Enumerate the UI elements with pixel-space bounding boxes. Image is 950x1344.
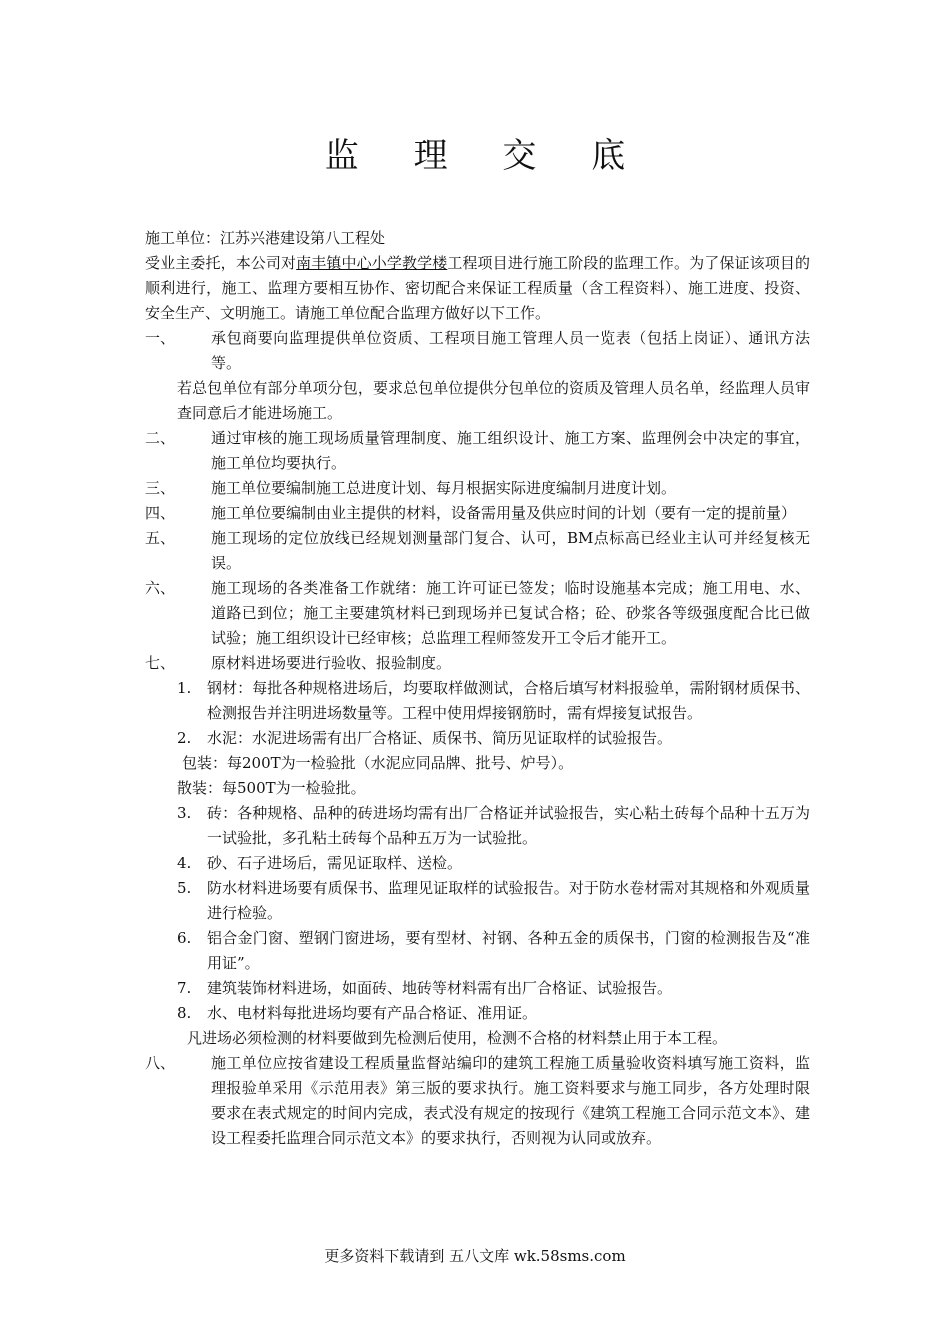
footer-download-note: 更多资料下载请到 五八文库 wk.58sms.com <box>324 1247 626 1265</box>
material-item-6 <box>145 926 810 976</box>
section-number: 五、 <box>145 529 176 547</box>
section-1 <box>145 326 810 376</box>
section-number: 三、 <box>145 479 176 497</box>
item-number: 5. <box>177 879 192 897</box>
item-number: 1. <box>177 679 192 697</box>
section-text: 施工现场的各类准备工作就绪：施工许可证已签发；临时设施基本完成；施工用电、水、道路已到位；施工主要建筑材料已到现场并已复试合格；砼、砂浆各等级强度配合比已做试验；施工组织设计已经审核；总监理工程师签发开工令后才能开工。 <box>211 579 810 647</box>
item-number: 6. <box>177 929 192 947</box>
section-text: 施工单位要编制由业主提供的材料，设备需用量及供应时间的计划（要有一定的提前量） <box>211 504 797 522</box>
item-number: 7. <box>177 979 192 997</box>
section-text: 通过审核的施工现场质量管理制度、施工组织设计、施工方案、监理例会中决定的事宜，施工单位均要执行。 <box>211 429 810 472</box>
item-text: 钢材：每批各种规格进场后，均要取样做测试，合格后填写材料报验单，需附钢材质保书、检测报告并注明进场数量等。工程中使用焊接钢筋时，需有焊接复试报告。 <box>207 679 810 722</box>
material-item-3 <box>145 801 810 851</box>
section-text: 施工现场的定位放线已经规划测量部门复合、认可，BM点标高已经业主认可并经复核无误。 <box>211 529 810 572</box>
material-item-2 <box>145 726 810 751</box>
document-title: 监 理 交 底 <box>324 136 648 176</box>
material-item-5 <box>145 876 810 926</box>
item-text: 水泥：水泥进场需有出厂合格证、质保书、简历见证取样的试验报告。 <box>207 729 673 747</box>
document-body <box>145 226 810 1151</box>
item-text: 建筑装饰材料进场，如面砖、地砖等材料需有出厂合格证、试验报告。 <box>207 979 673 997</box>
materials-note: 凡进场必须检测的材料要做到先检测后使用，检测不合格的材料禁止用于本工程。 <box>187 1029 728 1047</box>
item-text: 铝合金门窗、塑钢门窗进场，要有型材、衬钢、各种五金的质保书，门窗的检测报告及“准用证”。 <box>207 929 810 972</box>
project-name: 南丰镇中心小学教学楼 <box>296 254 448 272</box>
construction-unit-line: 施工单位：江苏兴港建设第八工程处 <box>145 229 386 247</box>
item-number: 4. <box>177 854 192 872</box>
section-1-extra: 若总包单位有部分单项分包，要求总包单位提供分包单位的资质及管理人员名单，经监理人员审查同意后才能进场施工。 <box>177 379 810 422</box>
section-number: 四、 <box>145 504 176 522</box>
section-number: 二、 <box>145 429 176 447</box>
section-6 <box>145 576 810 651</box>
section-3 <box>145 476 810 501</box>
section-text: 施工单位要编制施工总进度计划、每月根据实际进度编制月进度计划。 <box>211 479 677 497</box>
item-number: 2. <box>177 729 192 747</box>
section-text: 施工单位应按省建设工程质量监督站编印的建筑工程施工质量验收资料填写施工资料，监理报验单采用《示范用表》第三版的要求执行。施工资料要求与施工同步，各方处理时限要求在表式规定的时间内完成，表式没有规定的按现行《建筑工程施工合同示范文本》、建设工程委托监理合同示范文本》的要求执行，否则视为认同或放弃。 <box>211 1054 810 1147</box>
material-item-1 <box>145 676 810 726</box>
intro-pre: 受业主委托，本公司对 <box>145 254 297 272</box>
section-8 <box>145 1051 810 1151</box>
section-number: 六、 <box>145 579 176 597</box>
item-text: 砂、石子进场后，需见证取样、送检。 <box>207 854 463 872</box>
section-4 <box>145 501 810 526</box>
section-2 <box>145 426 810 476</box>
item-number: 3. <box>177 804 192 822</box>
section-number: 七、 <box>145 654 176 672</box>
material-item-4 <box>145 851 810 876</box>
item-text: 水、电材料每批进场均要有产品合格证、准用证。 <box>207 1004 538 1022</box>
item-text: 砖：各种规格、品种的砖进场均需有出厂合格证并试验报告，实心粘土砖每个品种十五万为一试验批，多孔粘土砖每个品种五万为一试验批。 <box>207 804 810 847</box>
material-item-7 <box>145 976 810 1001</box>
cement-packaged-rule: 包装：每200T为一检验批（水泥应同品牌、批号、炉号）。 <box>182 754 574 772</box>
section-number: 八、 <box>145 1054 176 1072</box>
intro-post: 工程项目进行施工阶段的监理工作。为了保证该项目的顺利进行，施工、监理方要相互协作、密切配合来保证工程质量（含工程资料）、施工进度、投资、安全生产、文明施工。请施工单位配合监理方做好以下工作。 <box>145 254 810 322</box>
cement-bulk-rule: 散装：每500T为一检验批。 <box>177 779 366 797</box>
item-number: 8. <box>177 1004 192 1022</box>
section-number: 一、 <box>145 329 176 347</box>
item-text: 防水材料进场要有质保书、监理见证取样的试验报告。对于防水卷材需对其规格和外观质量进行检验。 <box>207 879 810 922</box>
section-text: 承包商要向监理提供单位资质、工程项目施工管理人员一览表（包括上岗证）、通讯方法等。 <box>211 329 810 372</box>
intro-paragraph <box>145 251 810 326</box>
material-item-8 <box>145 1001 810 1026</box>
section-7 <box>145 651 810 676</box>
section-5 <box>145 526 810 576</box>
section-text: 原材料进场要进行验收、报验制度。 <box>211 654 452 672</box>
